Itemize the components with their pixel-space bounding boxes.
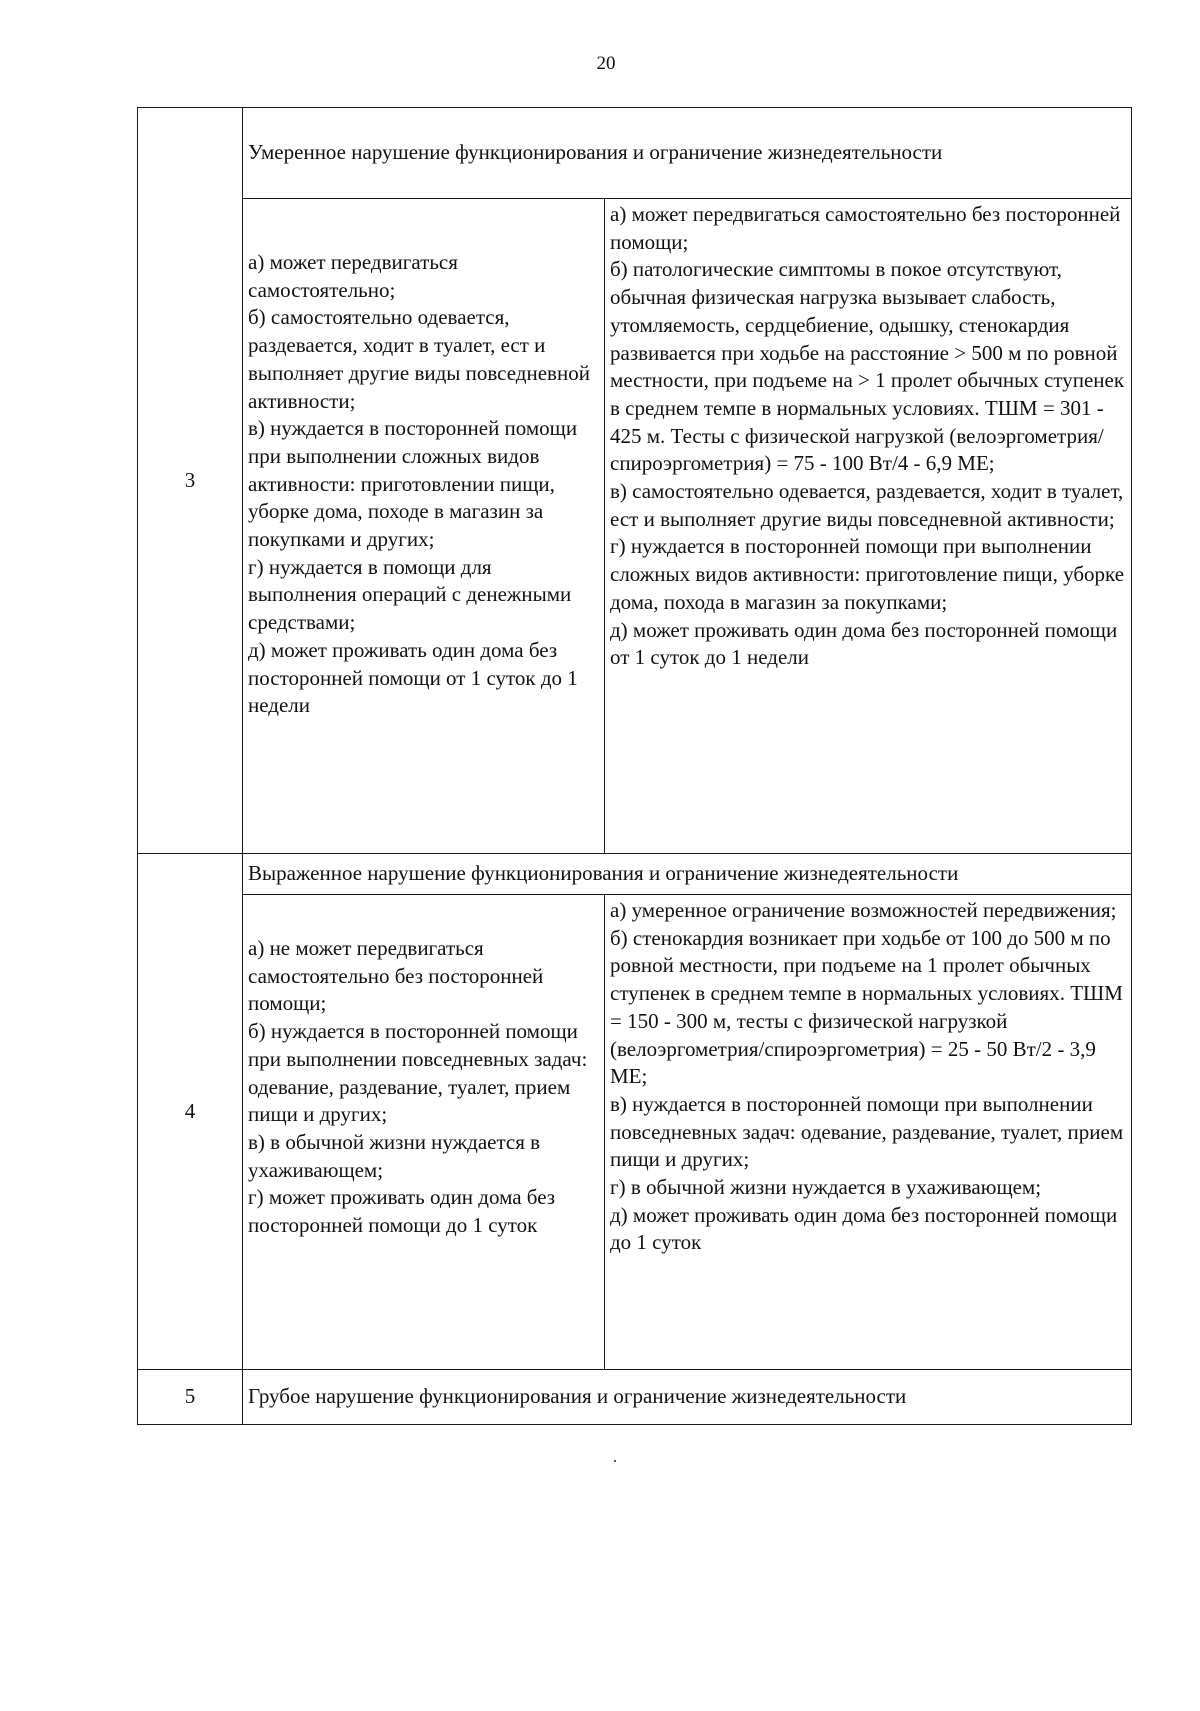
level-heading: Умеренное нарушение функционирования и ограничение жизнедеятельности xyxy=(243,108,1132,199)
level-heading: Грубое нарушение функционирования и ограничение жизнедеятельности xyxy=(243,1370,1132,1425)
table-row xyxy=(138,1370,1132,1425)
level-number-cell: 5 xyxy=(138,1370,243,1425)
rehabilitation-levels-table xyxy=(137,107,1132,1425)
clinical-criteria-cell: а) умеренное ограничение возможностей передвижения; б) стенокардия возникает при ходьбе от 100 до 500 м по ровной местности, при подъеме на 1 пролет обычных ступенек в среднем темпе в нормальных условиях. ТШМ = 150 - 300 м, тесты с физической нагрузкой (велоэргометрия/спироэргометрия) = 25 - 50 Вт/2 - 3,9 МЕ; в) нуждается в посторонней помощи при выполнении повседневных задач: одевание, раздевание, туалет, прием пищи и других; г) в обычной жизни нуждается в ухаживающем; д) может проживать один дома без посторонней помощи до 1 суток xyxy=(605,895,1132,1370)
level-number-cell: 3 xyxy=(138,108,243,854)
functional-criteria-cell: а) не может передвигаться самостоятельно без посторонней помощи; б) нуждается в посторонней помощи при выполнении повседневных задач: одевание, раздевание, туалет, прием пищи и других; в) в обычной жизни нуждается в ухаживающем; г) может проживать один дома без посторонней помощи до 1 суток xyxy=(243,895,605,1370)
table-row xyxy=(138,199,1132,854)
table-row xyxy=(138,895,1132,1370)
level-heading: Выраженное нарушение функционирования и ограничение жизнедеятельности xyxy=(243,854,1132,895)
table-row xyxy=(138,108,1132,199)
scan-speck xyxy=(614,1460,616,1462)
table-row xyxy=(138,854,1132,895)
level-number-cell: 4 xyxy=(138,854,243,1370)
clinical-criteria-cell: а) может передвигаться самостоятельно без посторонней помощи; б) патологические симптомы в покое отсутствуют, обычная физическая нагрузка вызывает слабость, утомляемость, сердцебиение, одышку, стенокардия развивается при ходьбе на расстояние > 500 м по ровной местности, при подъеме на > 1 пролет обычных ступенек в среднем темпе в нормальных условиях. ТШМ = 301 - 425 м. Тесты с физической нагрузкой (велоэргометрия/спироэргометрия) = 75 - 100 Вт/4 - 6,9 МЕ; в) самостоятельно одевается, раздевается, ходит в туалет, ест и выполняет другие виды повседневной активности; г) нуждается в посторонней помощи при выполнении сложных видов активности: приготовление пищи, уборке дома, похода в магазин за покупками; д) может проживать один дома без посторонней помощи от 1 суток до 1 недели xyxy=(605,199,1132,854)
page-number: 20 xyxy=(596,53,616,74)
functional-criteria-cell: а) может передвигаться самостоятельно; б) самостоятельно одевается, раздевается, ходит в туалет, ест и выполняет другие виды повседневной активности; в) нуждается в посторонней помощи при выполнении сложных видов активности: приготовлении пищи, уборке дома, походе в магазин за покупками и других; г) нуждается в помощи для выполнения операций с денежными средствами; д) может проживать один дома без посторонней помощи от 1 суток до 1 недели xyxy=(243,199,605,854)
